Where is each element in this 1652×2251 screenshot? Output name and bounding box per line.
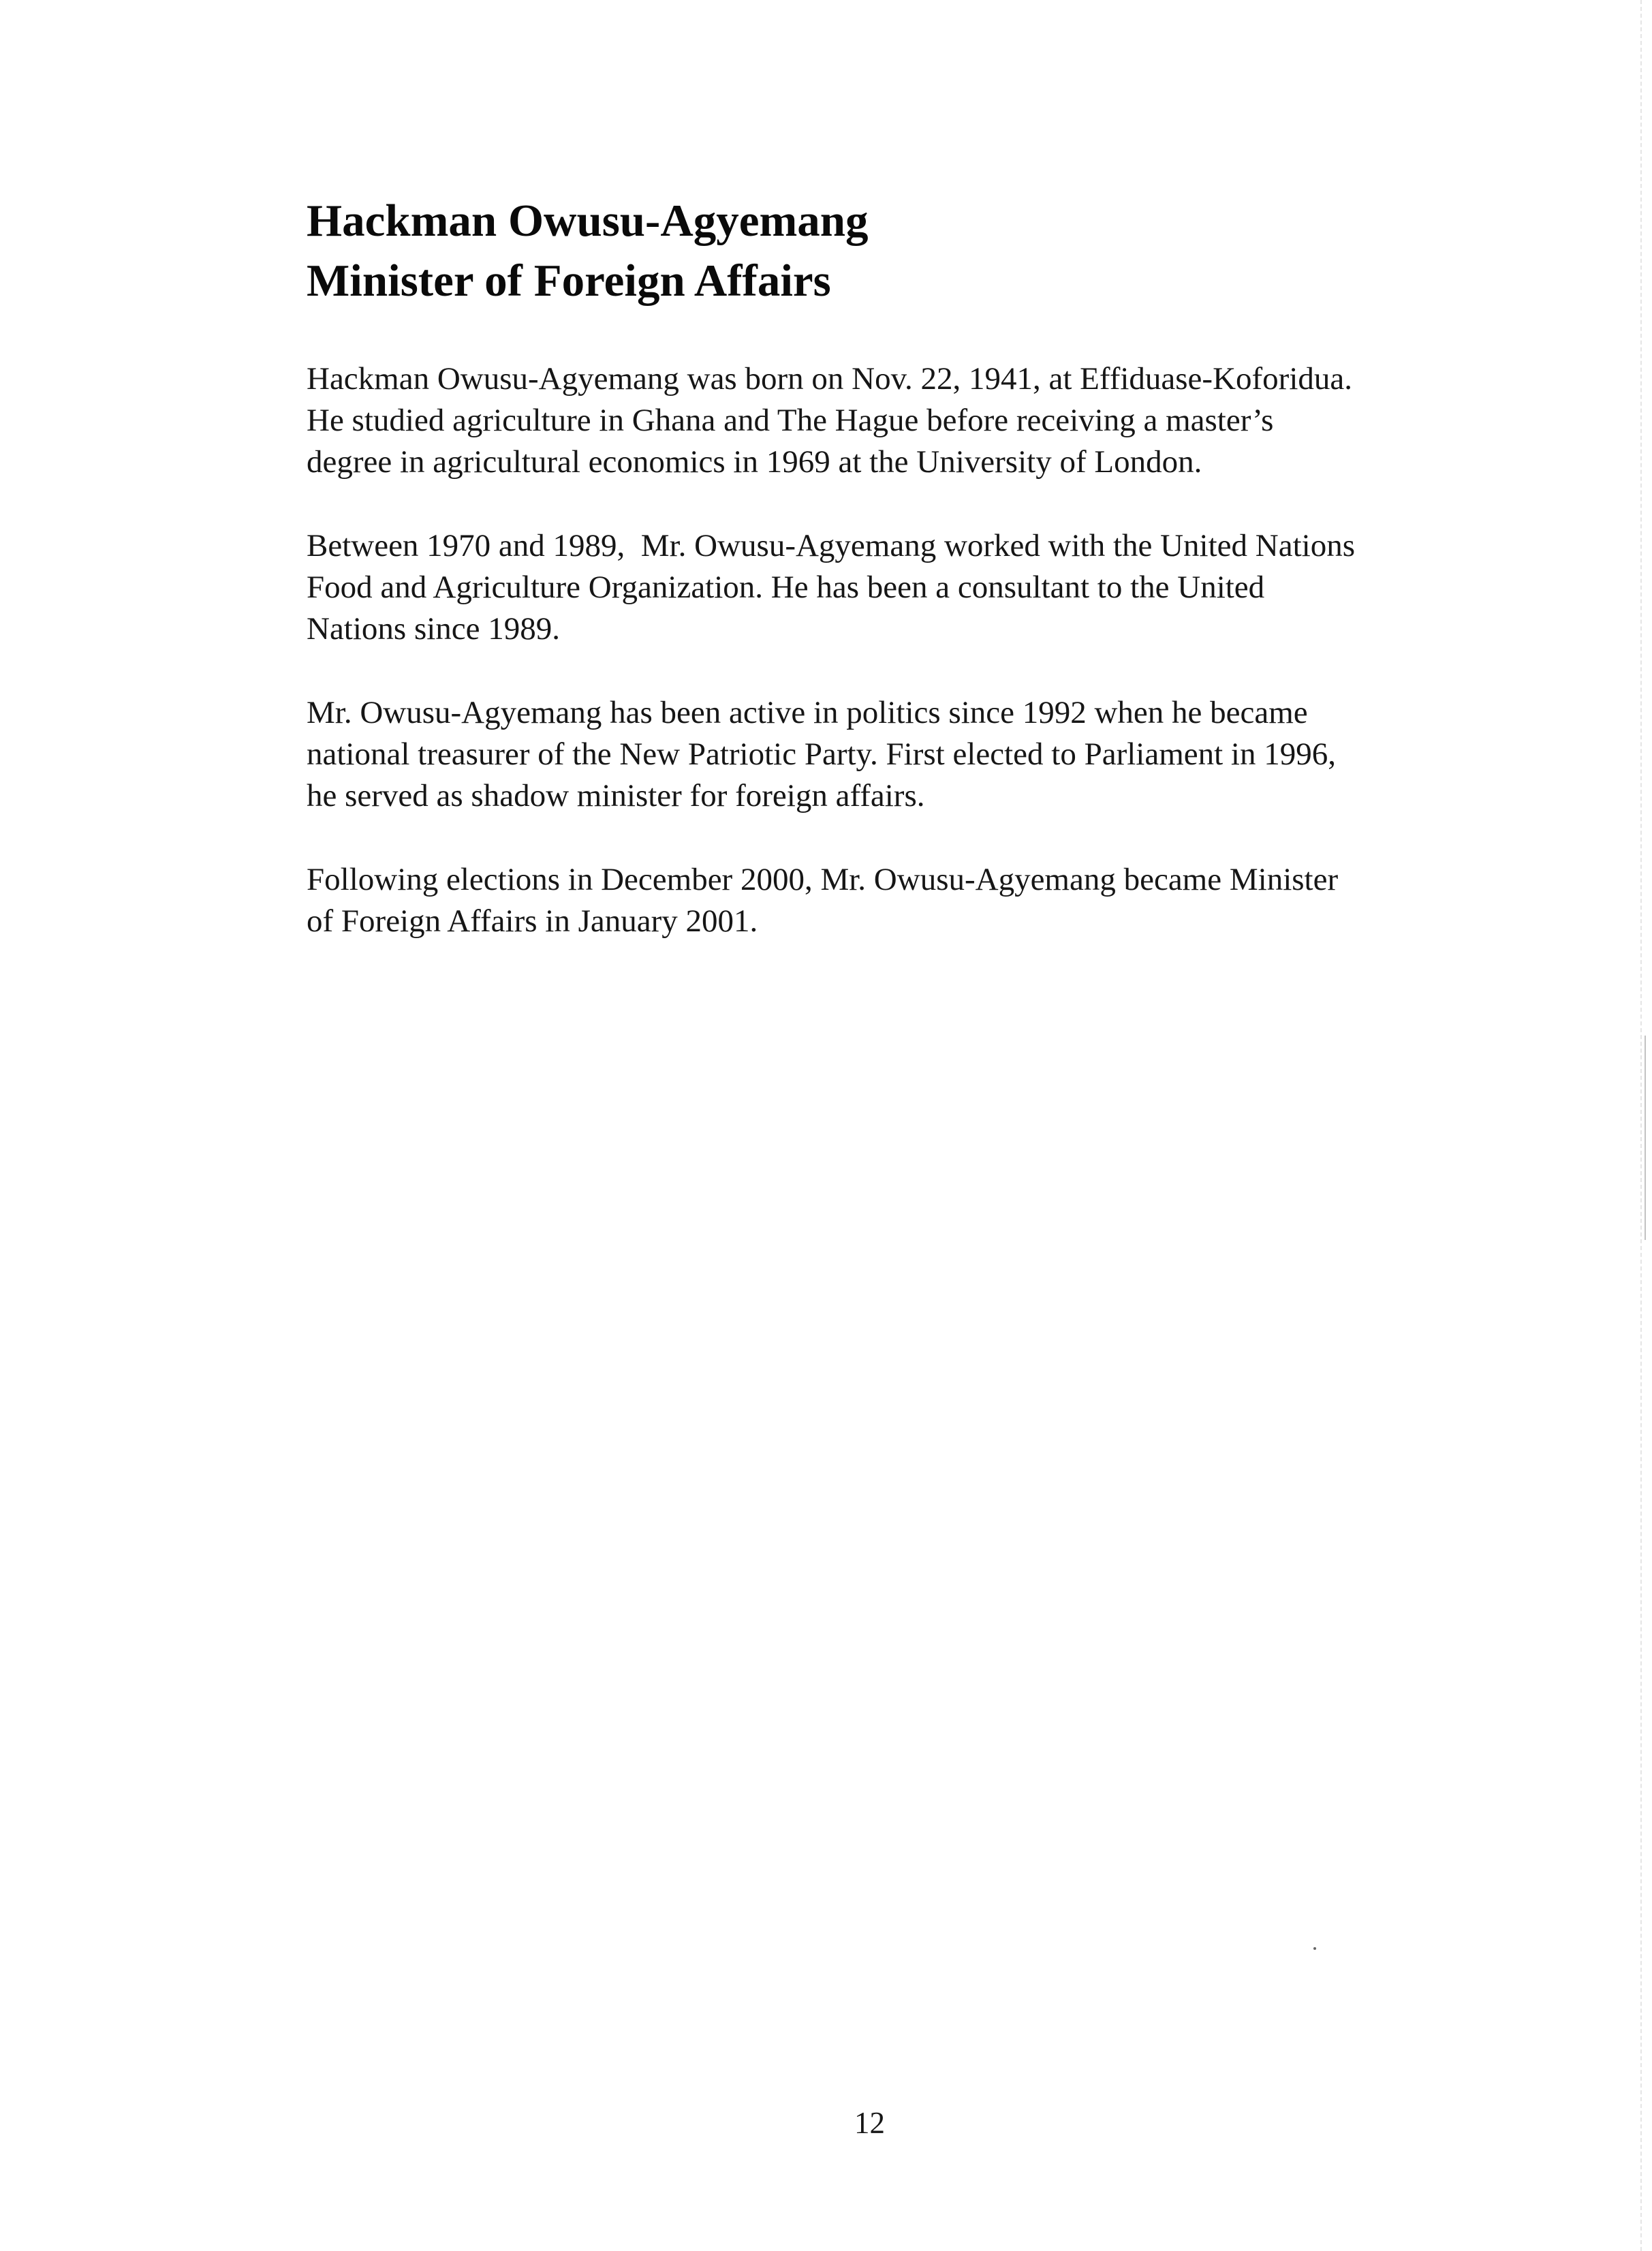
- paragraph-career: [307, 525, 1458, 650]
- paragraph-politics: [307, 692, 1458, 817]
- paragraph-biography-early: [307, 358, 1458, 483]
- document-body: [307, 191, 1458, 984]
- paragraph-line: Mr. Owusu-Agyemang has been active in politics since 1992 when he became: [307, 695, 1308, 730]
- paragraph-line: national treasurer of the New Patriotic Party. First elected to Parliament in 1996,: [307, 736, 1336, 772]
- paragraph-line: he served as shadow minister for foreign affairs.: [307, 778, 925, 813]
- paragraph-line: Following elections in December 2000, Mr. Owusu-Agyemang became Minister: [307, 862, 1339, 897]
- paragraph-line: Nations since 1989.: [307, 611, 561, 647]
- scan-speck: [1313, 1947, 1316, 1950]
- paragraph-line: Hackman Owusu-Agyemang was born on Nov. 22, 1941, at Effiduase-Koforidua.: [307, 361, 1352, 397]
- paragraph-line: degree in agricultural economics in 1969 at the University of London.: [307, 444, 1202, 480]
- scan-edge-mark: [1645, 1036, 1646, 1240]
- paragraph-line: Between 1970 and 1989, Mr. Owusu-Agyemang worked with the United Nations: [307, 528, 1355, 563]
- paragraph-line: of Foreign Affairs in January 2001.: [307, 903, 758, 939]
- person-name-heading: Hackman Owusu-Agyemang: [307, 196, 869, 246]
- paragraph-line: Food and Agriculture Organization. He has been a consultant to the United: [307, 570, 1265, 605]
- page-number: 12: [854, 2106, 885, 2140]
- heading-block: [307, 191, 1458, 311]
- position-title-heading: Minister of Foreign Affairs: [307, 255, 831, 306]
- paragraph-ministry: [307, 859, 1458, 942]
- paragraph-line: He studied agriculture in Ghana and The Hague before receiving a master’s: [307, 403, 1274, 438]
